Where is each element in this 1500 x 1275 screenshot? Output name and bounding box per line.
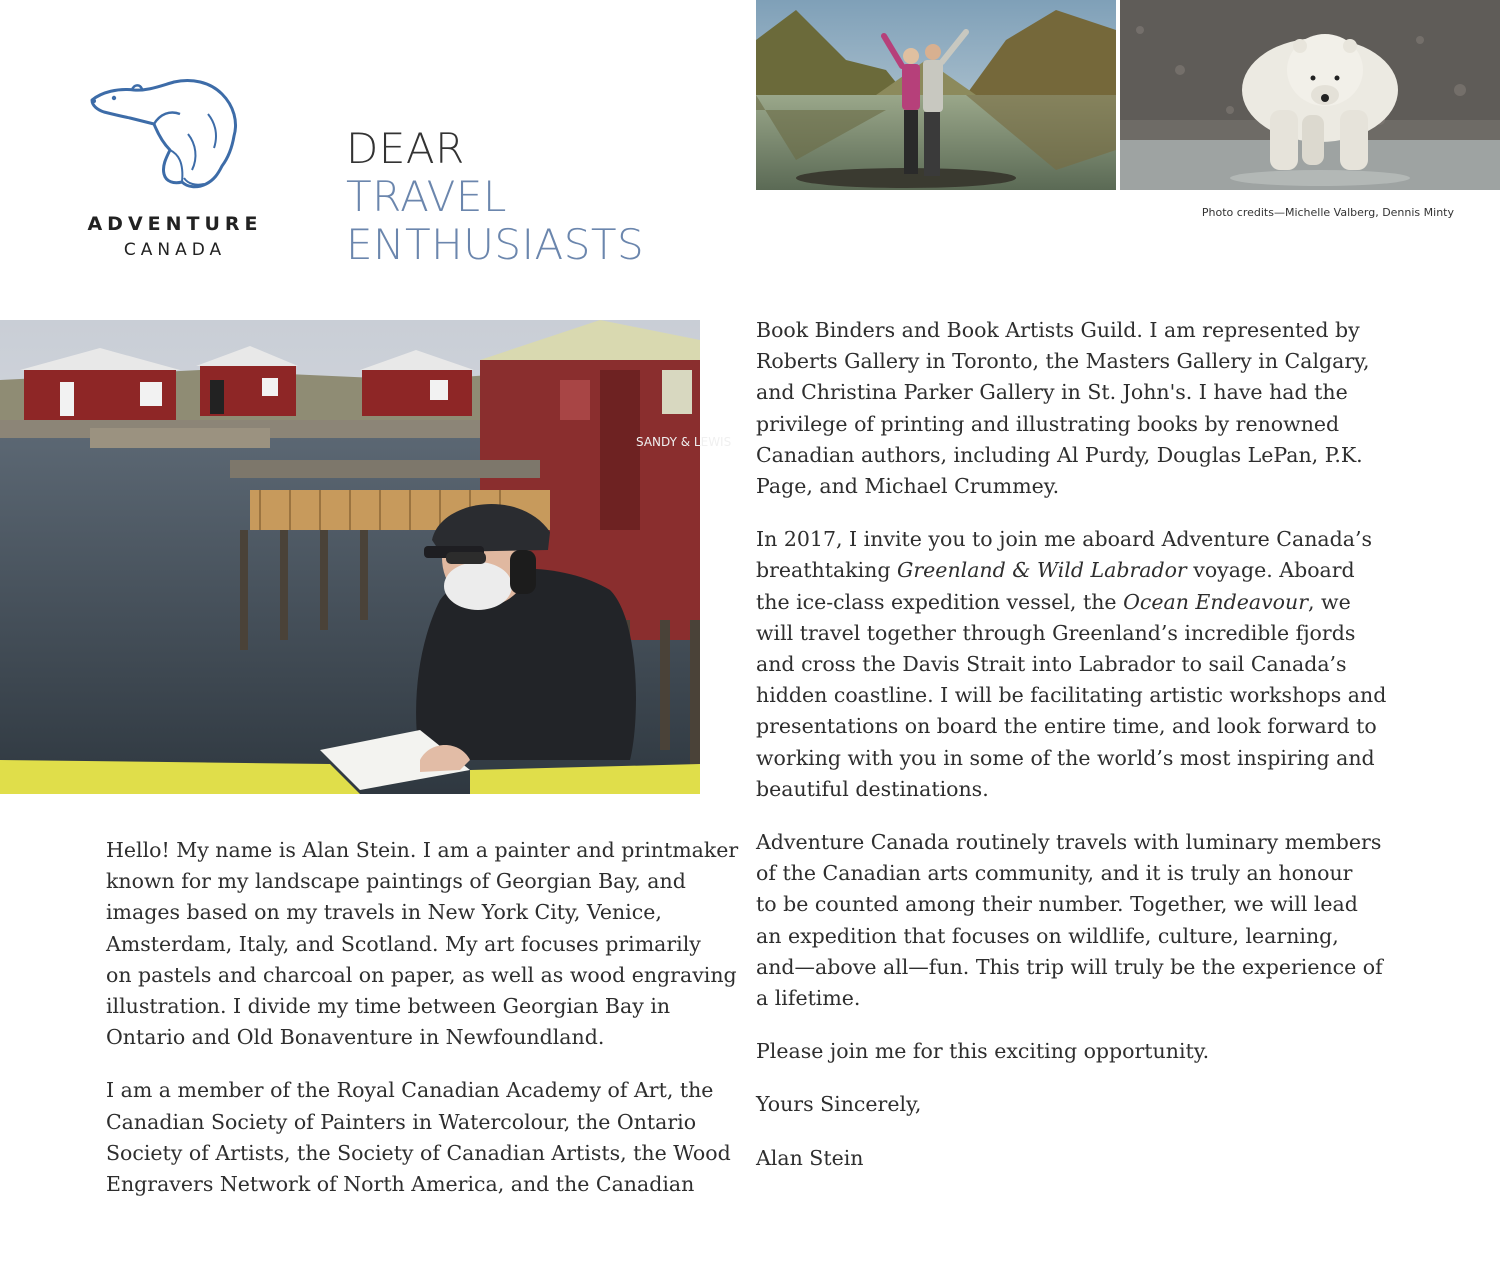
paragraph-intro: [106, 835, 739, 1053]
text-line: and—above all—fun. This trip will truly be the experience of: [756, 954, 1383, 979]
ship-name: Ocean Endeavour: [1123, 589, 1308, 614]
text-line: Ontario and Old Bonaventure in Newfoundland.: [106, 1025, 605, 1050]
text-line: Page, and Michael Crummey.: [756, 474, 1060, 499]
text-line: Canadian Society of Painters in Watercolour, the Ontario: [106, 1109, 697, 1134]
text-line: Engravers Network of North America, and the Canadian: [106, 1172, 695, 1197]
text-line: hidden coastline. I will be facilitating artistic workshops and: [756, 683, 1387, 708]
letter-column-right: [756, 315, 1387, 1196]
text-line: illustration. I divide my time between Georgian Bay in: [106, 994, 671, 1019]
text-line: [756, 587, 1356, 618]
letter-column-left: [106, 835, 739, 1222]
text-line: [756, 555, 1356, 586]
text-line: images based on my travels in New York City, Venice,: [106, 900, 662, 925]
polar-bear-logo-icon: [88, 74, 248, 192]
text-line: Society of Artists, the Society of Canadian Artists, the Wood: [106, 1140, 731, 1165]
text-line: a lifetime.: [756, 986, 861, 1011]
page-title: [346, 125, 644, 269]
voyage-name: Greenland & Wild Labrador: [897, 558, 1187, 583]
text-line: Adventure Canada routinely travels with luminary members: [756, 830, 1382, 855]
fjord-photo: [756, 0, 1116, 190]
text-line: and Christina Parker Gallery in St. John's. I have had the: [756, 380, 1348, 405]
paragraph-arts-community: [756, 827, 1383, 1014]
brand-logo: [70, 70, 290, 270]
text-line: beautiful destinations.: [756, 776, 989, 801]
text-line: privilege of printing and illustrating books by renowned: [756, 411, 1340, 436]
text-line: working with you in some of the world’s most inspiring and: [756, 745, 1375, 770]
text-run: the ice-class expedition vessel, the: [756, 589, 1124, 614]
title-line-dear: DEAR: [346, 124, 465, 173]
paragraph-voyage: [756, 524, 1387, 805]
title-line-enthusiasts: ENTHUSIASTS: [346, 220, 645, 269]
text-line: Canadian authors, including Al Purdy, Douglas LePan, P.K.: [756, 442, 1363, 467]
text-line: Book Binders and Book Artists Guild. I am represented by: [756, 318, 1360, 342]
text-run: , we: [1308, 589, 1351, 614]
paragraph-memberships-continued: [756, 315, 1370, 502]
text-line: Roberts Gallery in Toronto, the Masters Gallery in Calgary,: [756, 349, 1370, 374]
signature: [756, 1143, 1356, 1174]
brand-name-line2: CANADA: [123, 240, 227, 260]
shed-sign: SANDY & LEWIS: [636, 435, 732, 449]
closing: [756, 1089, 1356, 1120]
text-line: and cross the Davis Strait into Labrador to sail Canada’s: [756, 652, 1347, 677]
text-line: In 2017, I invite you to join me aboard Adventure Canada’s: [756, 527, 1373, 552]
text-line: on pastels and charcoal on paper, as well as wood engraving: [106, 962, 737, 987]
text-run: voyage. Aboard: [1186, 558, 1355, 583]
text-line: Amsterdam, Italy, and Scotland. My art focuses primarily: [106, 931, 701, 956]
paragraph-memberships: [106, 1075, 731, 1200]
text-line: of the Canadian arts community, and it is truly an honour: [756, 861, 1353, 886]
text-line: Please join me for this exciting opportunity.: [756, 1039, 1210, 1064]
text-line: Hello! My name is Alan Stein. I am a painter and printmaker: [106, 838, 739, 862]
text-line: to be counted among their number. Together, we will lead: [756, 892, 1358, 917]
closing-line: Yours Sincerely,: [756, 1092, 922, 1117]
text-run: breathtaking: [756, 558, 897, 583]
photo-credits: Photo credits—Michelle Valberg, Dennis Minty: [1201, 206, 1454, 219]
polar-bear-photo: [1120, 0, 1500, 190]
text-line: presentations on board the entire time, and look forward to: [756, 714, 1377, 739]
title-line-travel: TRAVEL: [346, 172, 507, 221]
text-line: an expedition that focuses on wildlife, culture, learning,: [756, 923, 1339, 948]
text-line: I am a member of the Royal Canadian Academy of Art, the: [106, 1078, 714, 1103]
artist-sketching-photo: [0, 320, 732, 794]
signature-name: Alan Stein: [756, 1145, 864, 1170]
text-line: will travel together through Greenland’s incredible fjords: [756, 620, 1356, 645]
brand-name-line1: ADVENTURE: [87, 213, 263, 235]
paragraph-invitation: [756, 1036, 1356, 1067]
text-line: known for my landscape paintings of Georgian Bay, and: [106, 869, 686, 894]
